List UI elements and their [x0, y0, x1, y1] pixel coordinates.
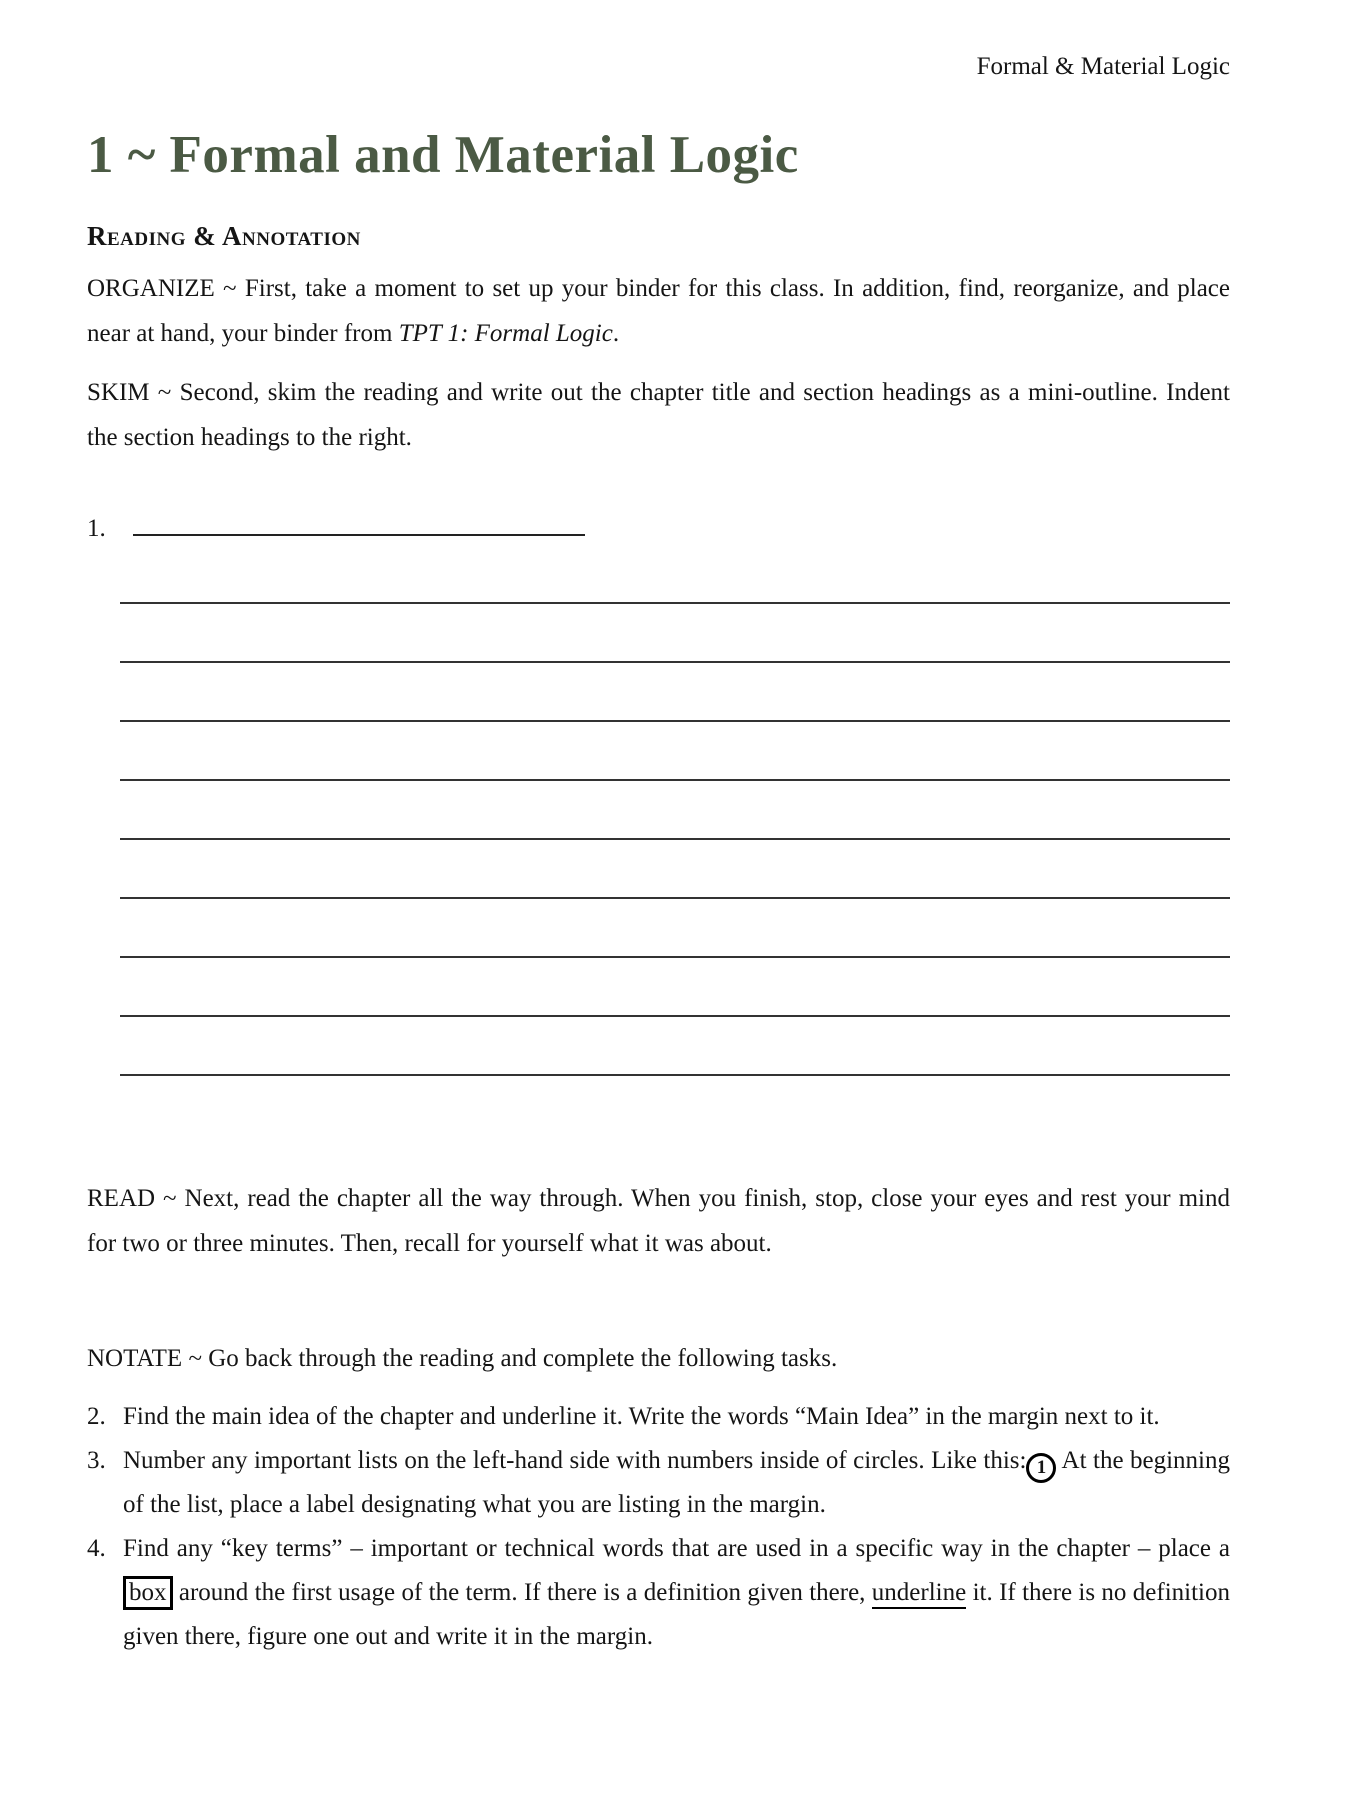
- task-number: 3.: [87, 1447, 106, 1474]
- text-segment: Find the main idea of the chapter and underline it. Write the words “Main Idea” in the margin next to it.: [123, 1403, 1160, 1430]
- blank-writing-line: [120, 663, 1230, 722]
- underlined-term-example: underline: [872, 1579, 966, 1609]
- task-item-3: [87, 1439, 1230, 1527]
- text-segment: ORGANIZE ~ First, take a moment to set up your binder for this class. In addition, find, reorganize, and place near at hand, your binder from: [87, 275, 1230, 347]
- blank-writing-line: [120, 840, 1230, 899]
- running-header: Formal & Material Logic: [976, 53, 1230, 80]
- text-segment: SKIM ~ Second, skim the reading and write out the chapter title and section headings as a mini-outline. Indent the section headings to the right.: [87, 379, 1230, 451]
- blank-writing-line: [120, 722, 1230, 781]
- outline-item-1: [87, 500, 1230, 545]
- task-number: 2.: [87, 1403, 106, 1430]
- text-segment: READ ~ Next, read the chapter all the way through. When you finish, stop, close your eyes and rest your mind for two or three minutes. Then, recall for yourself what it was about.: [87, 1185, 1230, 1257]
- task-number: 4.: [87, 1535, 106, 1562]
- task-item-2: [87, 1395, 1230, 1439]
- notate-task-list: [87, 1395, 1230, 1659]
- blank-writing-line-short: [133, 500, 585, 536]
- task-text: [123, 1527, 1230, 1659]
- paragraph-read: [87, 1176, 1230, 1266]
- task-item-4: [87, 1527, 1230, 1659]
- blank-writing-line: [120, 604, 1230, 663]
- circled-number-example: 1: [1026, 1453, 1056, 1483]
- text-segment: NOTATE ~ Go back through the reading and complete the following tasks.: [87, 1345, 838, 1372]
- task-text: [123, 1439, 1230, 1527]
- chapter-title: 1 ~ Formal and Material Logic: [87, 126, 799, 184]
- paragraph-notate: [87, 1336, 1230, 1381]
- paragraph-organize: [87, 266, 1230, 356]
- text-segment: it. If there is no definition given there, figure one out and write it in the margin.: [123, 1579, 1230, 1650]
- blank-writing-line: [120, 781, 1230, 840]
- outline-ruled-lines: [120, 545, 1230, 1076]
- text-segment: .: [612, 320, 620, 347]
- blank-writing-line: [120, 958, 1230, 1017]
- paragraph-skim: [87, 370, 1230, 460]
- text-segment: Find any “key terms” – important or technical words that are used in a specific way in the chapter – place a: [123, 1535, 1230, 1562]
- text-segment: Number any important lists on the left-hand side with numbers inside of circles. Like this:: [123, 1447, 1027, 1474]
- blank-writing-line: [120, 899, 1230, 958]
- task-text: [123, 1395, 1230, 1439]
- text-segment: At the beginning of the list, place a label designating what you are listing in the margin.: [123, 1447, 1231, 1518]
- blank-writing-line: [120, 545, 1230, 604]
- section-heading: Reading & Annotation: [87, 221, 361, 251]
- boxed-term-example: box: [123, 1576, 173, 1610]
- text-segment: TPT 1: Formal Logic: [398, 320, 613, 347]
- text-segment: around the first usage of the term. If there is a definition given there,: [172, 1579, 872, 1606]
- outline-item-number: 1.: [87, 515, 106, 542]
- blank-writing-line: [120, 1017, 1230, 1076]
